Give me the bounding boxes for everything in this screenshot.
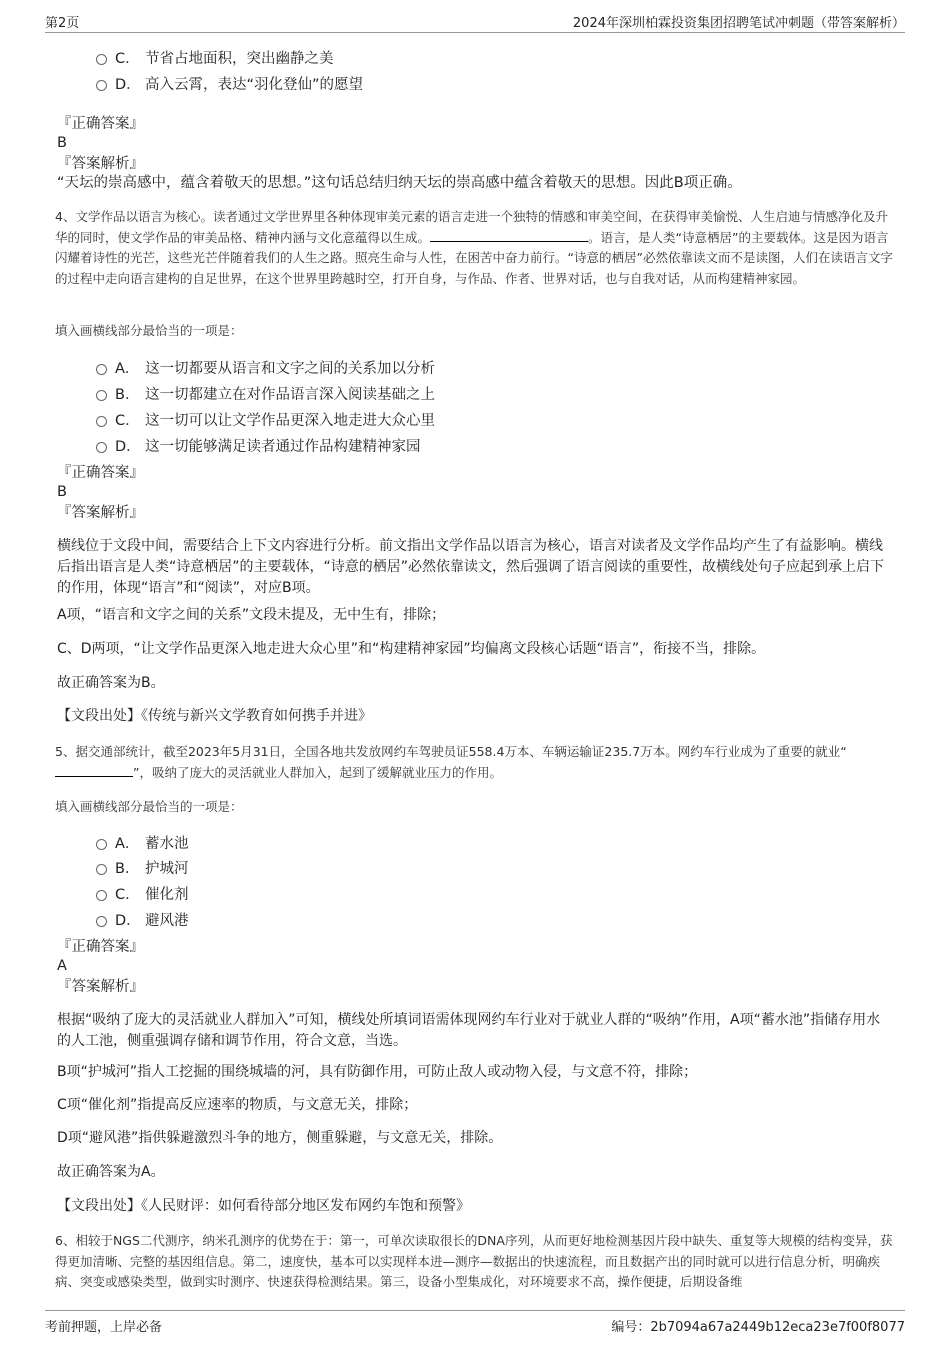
footer-slogan: 考前押题，上岸必备: [45, 1320, 163, 1335]
document-id: 编号：2b7094a67a2449b12eca23e7f00f8077: [611, 1320, 905, 1335]
q4-stem: 4、文学作品以语言为核心。读者通过文学世界里各种体现审美元素的语言走进一个独特的情感和审美空间，在获得审美愉悦、人生启迪与情感净化及升华的同时，使文学作品的审美品格、精神内涵与文化意蕴得以生成。 。语言，是人类“诗意栖居”的主要载体。这是因为语言闪耀着诗性的光芒，这些光芒伴随着我们的人生之路。照亮生命与人性，在困苦中奋力前行。“诗意的栖居”必然依靠读文而不是读图，人们在读语言文字的过程中走向语言建构的自足世界，在这个世界里跨越时空，打开自身，与作品、作者、世界对话，也与自我对话，从而构建精神家园。: [55, 209, 893, 286]
q4-analysis-3: C、D两项，“让文学作品更深入地走进大众心里”和“构建精神家园”均偏离文段核心话题“语言”，衔接不当，排除。: [57, 641, 766, 657]
q5-answer: A: [57, 958, 67, 974]
q4-analysis-label: 『答案解析』: [57, 505, 144, 521]
q3-option-c[interactable]: C． 节省占地面积，突出幽静之美: [96, 47, 334, 68]
page-footer: [45, 1310, 905, 1337]
q5-prompt: 填入画横线部分最恰当的一项是：: [55, 799, 243, 814]
q4-analysis-1: 横线位于文段中间，需要结合上下文内容进行分析。前文指出文学作品以语言为核心，语言对读者及文学作品均产生了有益影响。横线后指出语言是人类“诗意栖居”的主要载体，“诗意的栖居”必然依靠读文，然后强调了语言阅读的重要性，故横线处句子应起到承上启下的作用，体现“语言”和“阅读”，对应B项。: [57, 538, 885, 596]
q4-source: 【文段出处】《传统与新兴文学教育如何携手并进》: [57, 708, 372, 724]
q4-analysis-4: 故正确答案为B。: [57, 675, 165, 691]
q3-analysis-label: 『答案解析』: [57, 156, 144, 172]
q5-analysis-label: 『答案解析』: [57, 979, 144, 995]
q6-stem: 6、相较于NGS二代测序，纳米孔测序的优势在于：第一，可单次读取很长的DNA序列，从而更好地检测基因片段中缺失、重复等大规模的结构变异，获得更加清晰、完整的基因组信息。第二，速度快，基本可以实现样本进—测序—数据出的快速流程，而且数据产出的同时就可以进行信息分析，明确疾病、突变或感染类型，做到实时测序、快速获得检测结果。第三，设备小型集成化，对环境要求不高，操作便捷，后期设备维: [55, 1233, 893, 1289]
q3-option-d[interactable]: D． 高入云霄，表达“羽化登仙”的愿望: [96, 73, 363, 94]
q4-answer-label: 『正确答案』: [57, 465, 144, 481]
radio-icon[interactable]: [96, 839, 107, 850]
q3-answer-label: 『正确答案』: [57, 116, 144, 132]
radio-icon[interactable]: [96, 442, 107, 453]
answer-blank: [430, 231, 588, 242]
document-title: 2024年深圳柏霖投资集团招聘笔试冲刺题（带答案解析）: [572, 16, 905, 31]
page-number: 第2页: [45, 16, 80, 31]
q4-option-c[interactable]: C． 这一切可以让文学作品更深入地走进大众心里: [96, 409, 435, 430]
q4-prompt: 填入画横线部分最恰当的一项是：: [55, 323, 243, 338]
answer-blank: [55, 766, 133, 777]
q5-analysis-2: B项“护城河”指人工挖掘的围绕城墙的河，具有防御作用，可防止敌人或动物入侵，与文意不符，排除；: [57, 1064, 698, 1080]
q5-answer-label: 『正确答案』: [57, 939, 144, 955]
radio-icon[interactable]: [96, 54, 107, 65]
q4-answer: B: [57, 484, 67, 500]
q5-option-b[interactable]: B． 护城河: [96, 857, 189, 878]
radio-icon[interactable]: [96, 916, 107, 927]
radio-icon[interactable]: [96, 890, 107, 901]
q5-stem: 5、据交通部统计，截至2023年5月31日，全国各地共发放网约车驾驶员证558.4万本、车辆运输证235.7万本。网约车行业成为了重要的就业“ ”，吸纳了庞大的灵活就业人群加入，起到了缓解就业压力的作用。: [55, 744, 847, 780]
q5-analysis-1: 根据“吸纳了庞大的灵活就业人群加入”可知，横线处所填词语需体现网约车行业对于就业人群的“吸纳”作用，A项“蓄水池”指储存用水的人工池，侧重强调存储和调节作用，符合文意，当选。: [57, 1012, 881, 1049]
page-header: [45, 8, 905, 33]
q4-option-b[interactable]: B． 这一切都建立在对作品语言深入阅读基础之上: [96, 383, 435, 404]
radio-icon[interactable]: [96, 390, 107, 401]
radio-icon[interactable]: [96, 416, 107, 427]
q5-analysis-4: D项“避风港”指供躲避激烈斗争的地方，侧重躲避，与文意无关，排除。: [57, 1130, 503, 1146]
radio-icon[interactable]: [96, 364, 107, 375]
q5-option-a[interactable]: A． 蓄水池: [96, 832, 189, 853]
q5-option-c[interactable]: C． 催化剂: [96, 883, 189, 904]
q4-option-a[interactable]: A． 这一切都要从语言和文字之间的关系加以分析: [96, 357, 435, 378]
q3-analysis: “天坛的崇高感中，蕴含着敬天的思想。”这句话总结归纳天坛的崇高感中蕴含着敬天的思想。因此B项正确。: [57, 175, 742, 191]
radio-icon[interactable]: [96, 864, 107, 875]
q5-source: 【文段出处】《人民财评：如何看待部分地区发布网约车饱和预警》: [57, 1198, 470, 1214]
q4-analysis-2: A项，“语言和文字之间的关系”文段未提及，无中生有，排除；: [57, 607, 446, 623]
q4-option-d[interactable]: D． 这一切能够满足读者通过作品构建精神家园: [96, 435, 421, 456]
q3-answer: B: [57, 135, 67, 151]
q5-analysis-3: C项“催化剂”指提高反应速率的物质，与文意无关，排除；: [57, 1097, 418, 1113]
q5-option-d[interactable]: D． 避风港: [96, 909, 189, 930]
q5-analysis-5: 故正确答案为A。: [57, 1164, 165, 1180]
radio-icon[interactable]: [96, 80, 107, 91]
